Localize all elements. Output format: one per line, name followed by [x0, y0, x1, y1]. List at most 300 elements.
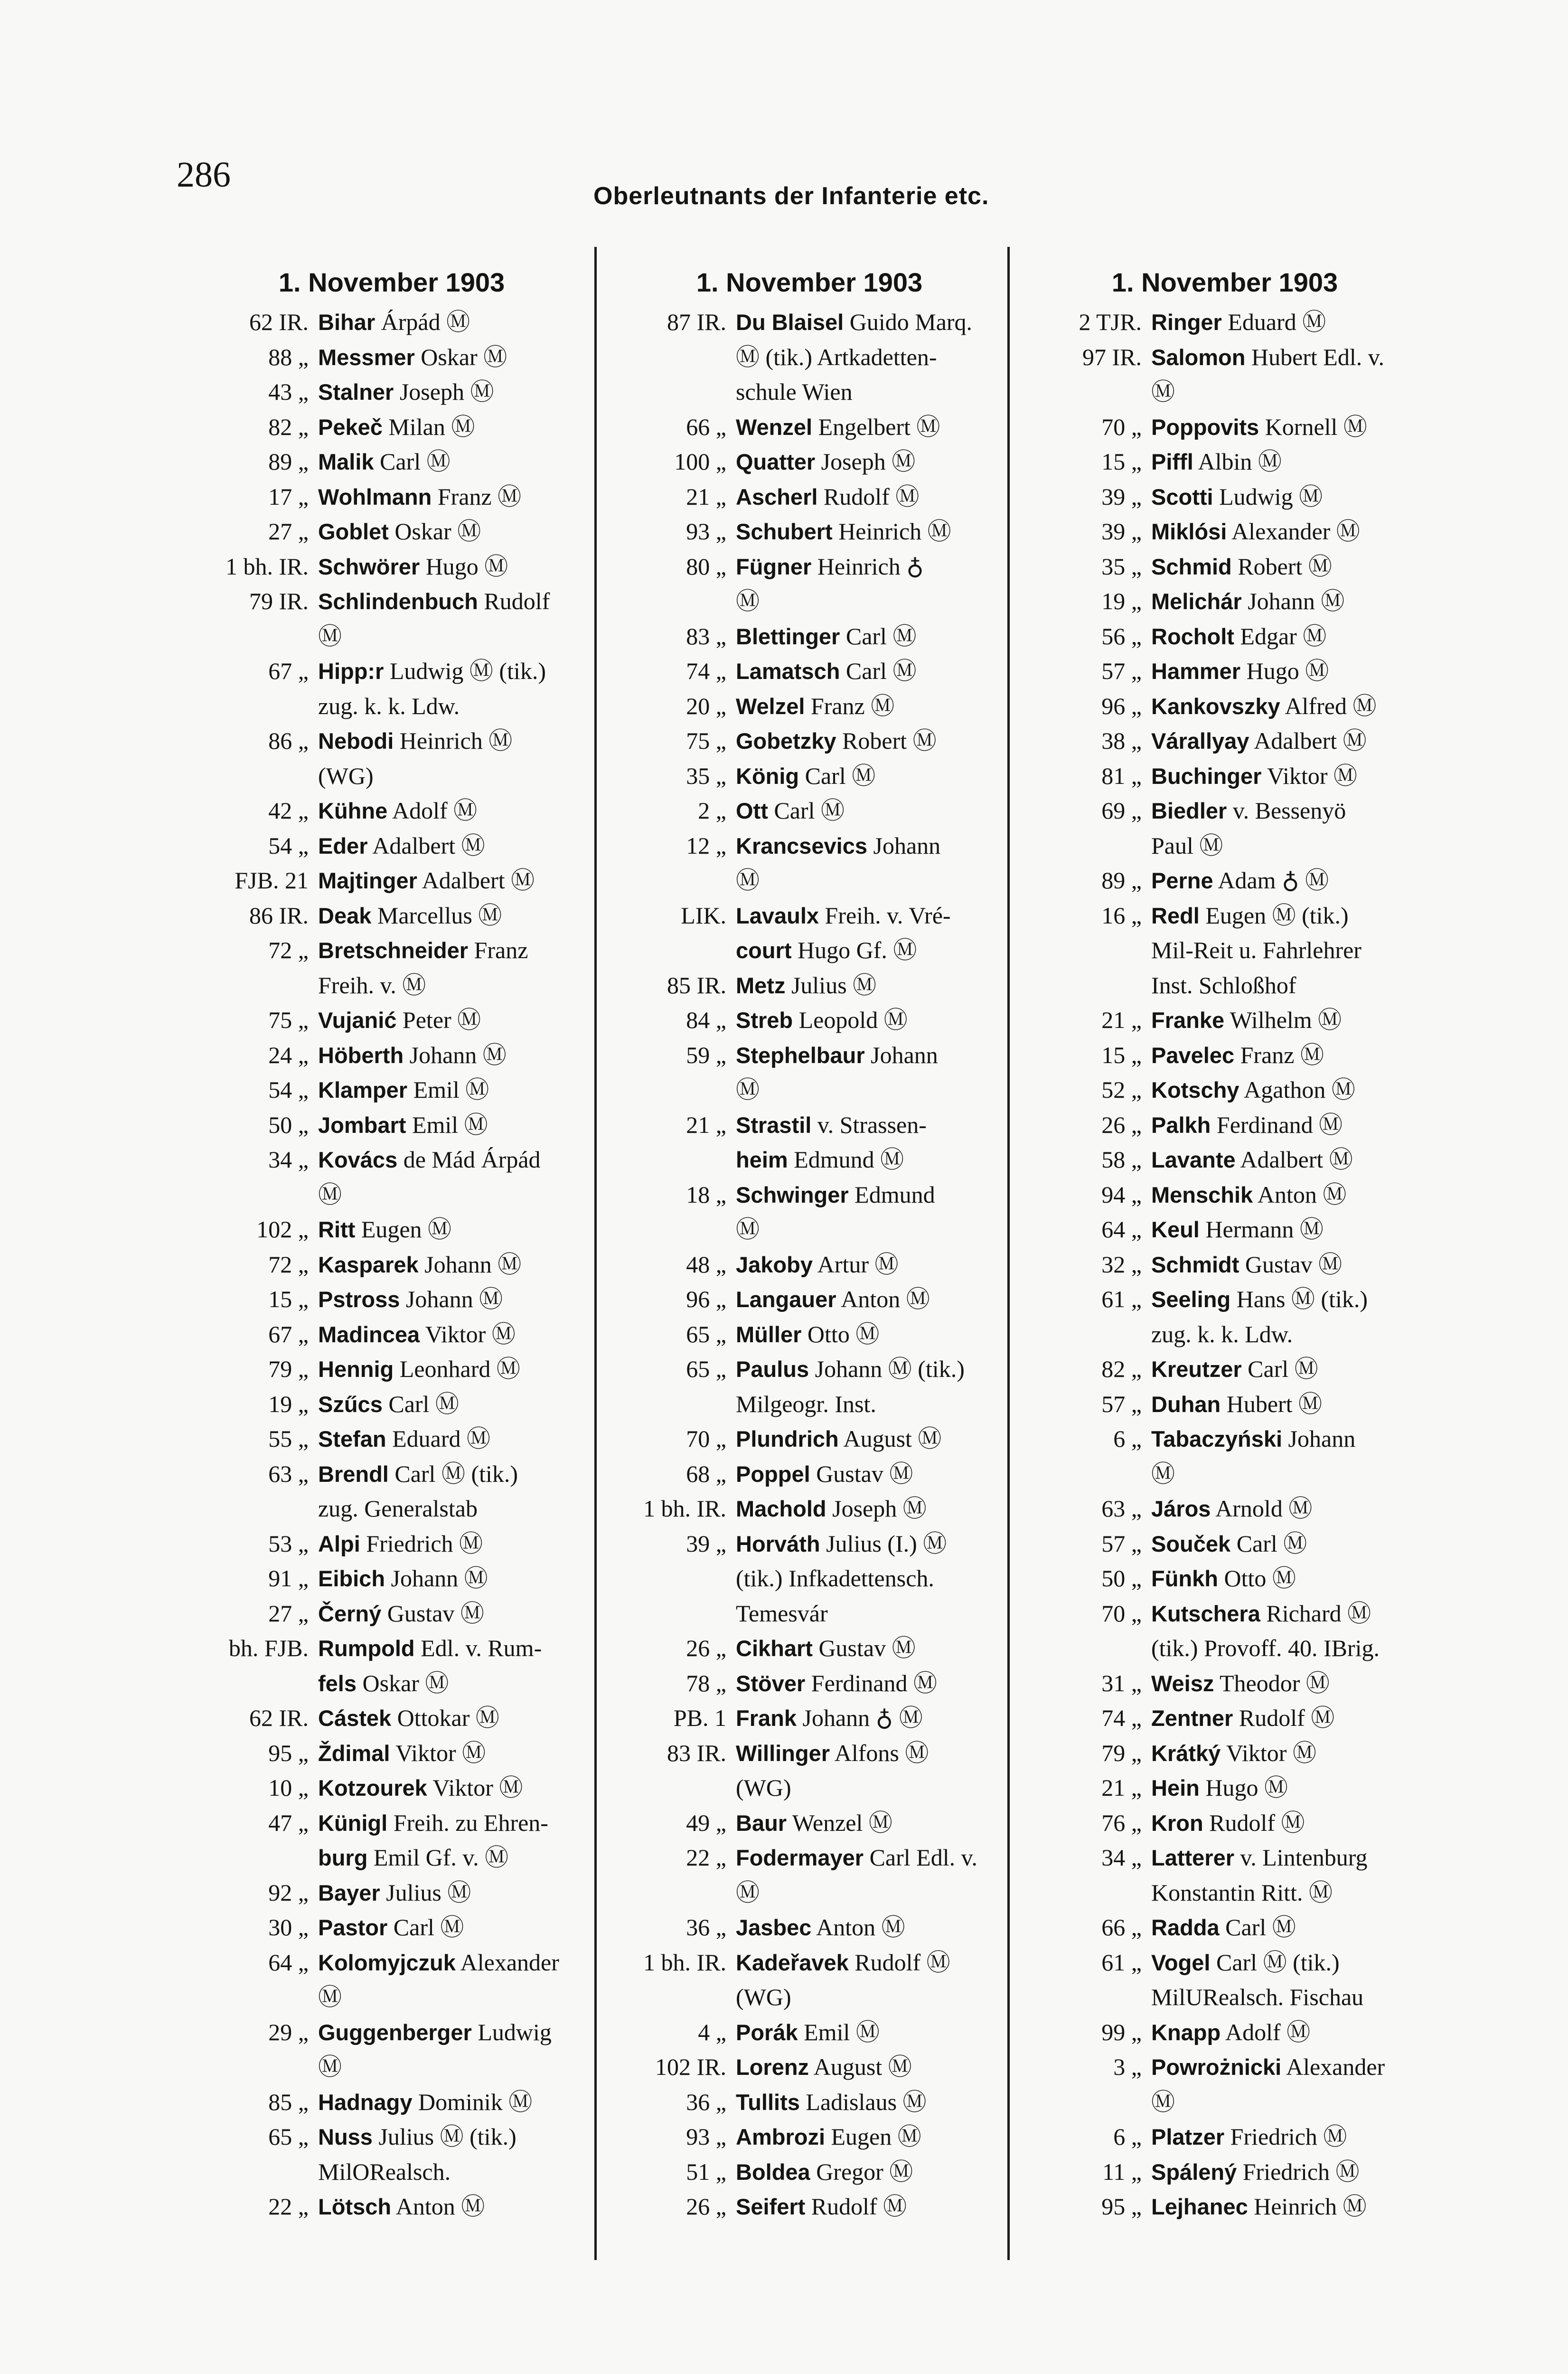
- entry-line: [1151, 1736, 1422, 1771]
- list-item: [1028, 689, 1422, 724]
- given-name-and-notes: Franz Ⓜ: [805, 692, 895, 719]
- entry-line: [318, 1910, 589, 1945]
- given-name-and-notes: Ⓜ: [318, 2054, 342, 2080]
- given-name-and-notes: Alexander: [455, 1949, 559, 1976]
- regiment-number: LIK.: [681, 902, 726, 929]
- entry-line: [736, 305, 1006, 340]
- regiment-number: 79 IR.: [249, 588, 309, 614]
- entry-text: [318, 863, 589, 898]
- regiment-number: 17 „: [268, 483, 309, 510]
- entry-text: [318, 1561, 589, 1596]
- given-name-and-notes: Heinrich Ⓜ: [832, 518, 951, 545]
- list-item: [1028, 1003, 1422, 1038]
- entry-text: [1151, 340, 1422, 410]
- entry-text: [736, 1701, 1006, 1736]
- regiment-number: 76 „: [1101, 1809, 1142, 1836]
- entry-text: [736, 410, 1006, 445]
- entry-text: [736, 898, 1006, 968]
- entry-text: [736, 1840, 1006, 1910]
- list-item: [195, 1247, 589, 1282]
- surname: Goblet: [318, 519, 389, 544]
- column-2: [612, 260, 1006, 2224]
- column-heading: 1. November 1903: [278, 267, 505, 297]
- regiment-number: 39 „: [686, 1530, 726, 1557]
- given-name-and-notes: Ⓜ (tik.) Artkadetten-: [736, 343, 937, 370]
- given-name-and-notes: Johann Ⓜ: [400, 1286, 503, 1312]
- regiment-number: 2 „: [698, 797, 726, 824]
- list-item: [1028, 1142, 1422, 1178]
- surname: Streb: [736, 1008, 793, 1033]
- surname: Weisz: [1151, 1670, 1214, 1696]
- entry-line: [1151, 2120, 1422, 2155]
- regiment-number: 68 „: [686, 1460, 726, 1487]
- surname: Melichár: [1151, 589, 1242, 614]
- entry-text: [318, 1945, 589, 2015]
- regiment-number: 63 „: [1101, 1495, 1142, 1522]
- entry-line: [318, 1247, 589, 1282]
- given-name-and-notes: Friedrich Ⓜ: [1224, 2123, 1347, 2150]
- given-name-and-notes: Carl Ⓜ: [382, 1390, 459, 1417]
- regiment-number: 10 „: [268, 1774, 309, 1801]
- regiment-number: 6 „: [1113, 2123, 1142, 2150]
- surname: Černý: [318, 1601, 382, 1626]
- list-item: [612, 1108, 1006, 1178]
- entry-line: [736, 1352, 1006, 1387]
- given-name-and-notes: Carl Ⓜ: [840, 622, 917, 650]
- surname: Poppel: [736, 1461, 810, 1487]
- surname: Spálený: [1151, 2159, 1237, 2185]
- entry-line: [736, 514, 1006, 549]
- given-name-and-notes: Richard Ⓜ: [1260, 1600, 1371, 1627]
- entry-line: [1151, 1910, 1422, 1945]
- entry-line: [318, 1561, 589, 1596]
- regiment-number: 34 „: [268, 1146, 309, 1173]
- regiment-number: 66 „: [1101, 1914, 1142, 1941]
- regiment-number: 93 „: [686, 518, 726, 545]
- entry-line: [736, 1387, 1006, 1422]
- regiment-number: 72 „: [268, 1251, 309, 1278]
- entry-text: [736, 1178, 1006, 1247]
- list-item: [612, 829, 1006, 898]
- surname: Porák: [736, 2019, 798, 2045]
- entry-line: [1151, 724, 1422, 759]
- regiment-number: 81 „: [1101, 762, 1142, 789]
- regiment-number: 27 „: [268, 518, 309, 545]
- regiment-number: 4 „: [698, 2018, 726, 2045]
- entry-line: [736, 1491, 1006, 1526]
- regiment-number: 79 „: [1101, 1739, 1142, 1766]
- given-name-and-notes: Johann: [1282, 1425, 1356, 1452]
- surname: Biedler: [1151, 798, 1227, 823]
- list-item: [1028, 1910, 1422, 1945]
- list-item: [195, 1701, 589, 1736]
- entry-text: [318, 724, 589, 793]
- list-item: [195, 863, 589, 898]
- surname: Frank: [736, 1705, 797, 1731]
- entry-line: [1151, 968, 1422, 1003]
- entry-line: [736, 1701, 1006, 1736]
- regiment-number: 86 IR.: [249, 902, 309, 929]
- entry-line: [1151, 759, 1422, 794]
- entry-line: [318, 968, 589, 1003]
- list-item: [1028, 724, 1422, 759]
- surname: Madincea: [318, 1321, 420, 1347]
- entry-text: [318, 1736, 589, 1771]
- surname: Seeling: [1151, 1287, 1231, 1312]
- given-name-and-notes: Johann Ⓜ: [385, 1565, 488, 1592]
- surname: fels: [318, 1670, 357, 1696]
- entry-line: [318, 759, 589, 794]
- regiment-number: 35 „: [1101, 553, 1142, 580]
- entry-text: [1151, 2015, 1422, 2050]
- given-name-and-notes: Johann: [864, 1041, 938, 1068]
- surname: Rocholt: [1151, 623, 1234, 649]
- surname: Kankovszky: [1151, 693, 1280, 719]
- list-item: [612, 1317, 1006, 1352]
- regiment-number: 67 „: [268, 1320, 309, 1347]
- surname: Bretschneider: [318, 938, 469, 963]
- entry-line: [1151, 1596, 1422, 1631]
- entry-text: [1151, 1387, 1422, 1422]
- entry-text: [1151, 793, 1422, 863]
- list-item: [195, 933, 589, 1003]
- surname: Kron: [1151, 1810, 1203, 1836]
- regiment-number: 92 „: [268, 1879, 309, 1906]
- list-item: [195, 2189, 589, 2224]
- surname: Lavaulx: [736, 903, 819, 928]
- list-item: [195, 480, 589, 515]
- regiment-number: 48 „: [686, 1251, 726, 1278]
- given-name-and-notes: Ludwig Ⓜ: [1213, 483, 1323, 510]
- surname: Souček: [1151, 1531, 1231, 1556]
- entry-line: [318, 1666, 589, 1701]
- entry-text: [1151, 1840, 1422, 1910]
- entry-text: [1151, 1073, 1422, 1108]
- list-item: [612, 1491, 1006, 1526]
- entry-line: [736, 1003, 1006, 1038]
- entry-text: [1151, 1038, 1422, 1073]
- surname: Schwörer: [318, 554, 420, 579]
- entry-line: [736, 1212, 1006, 1247]
- entry-line: [1151, 1840, 1422, 1875]
- entry-line: [318, 1631, 589, 1666]
- entry-text: [318, 1317, 589, 1352]
- list-item: [612, 1945, 1006, 2015]
- list-item: [612, 1666, 1006, 1701]
- list-item: [195, 514, 589, 549]
- surname: Deak: [318, 903, 372, 928]
- surname: Alpi: [318, 1531, 360, 1556]
- given-name-and-notes: Alfons Ⓜ: [830, 1739, 929, 1766]
- given-name-and-notes: Agathon Ⓜ: [1239, 1076, 1355, 1103]
- surname: court: [736, 938, 792, 963]
- surname: Schwinger: [736, 1182, 849, 1207]
- given-name-and-notes: Ferdinand Ⓜ: [805, 1669, 938, 1696]
- surname: Schubert: [736, 519, 833, 544]
- list-item: [195, 1806, 589, 1875]
- given-name-and-notes: Hugo Ⓜ: [420, 553, 508, 580]
- given-name-and-notes: Robert Ⓜ: [1231, 553, 1332, 580]
- given-name-and-notes: Carl Ⓜ: [1241, 1356, 1318, 1382]
- list-item: [1028, 654, 1422, 689]
- entry-line: [1151, 1631, 1422, 1666]
- surname: Langauer: [736, 1287, 836, 1312]
- entry-line: [736, 1282, 1006, 1317]
- given-name-and-notes: Carl Ⓜ: [1219, 1914, 1296, 1941]
- entry-text: [736, 689, 1006, 724]
- regiment-number: 96 „: [1101, 692, 1142, 719]
- surname: heim: [736, 1147, 788, 1172]
- entry-line: [736, 1840, 1006, 1875]
- given-name-and-notes: Theodor Ⓜ: [1214, 1669, 1330, 1696]
- given-name-and-notes: Leopold Ⓜ: [793, 1007, 908, 1033]
- surname: Cikhart: [736, 1636, 813, 1661]
- entry-text: [318, 898, 589, 933]
- given-name-and-notes: Hans Ⓜ (tik.): [1230, 1286, 1368, 1312]
- entry-line: [1151, 1526, 1422, 1562]
- surname: Fünkh: [1151, 1566, 1218, 1591]
- entry-text: [736, 1526, 1006, 1631]
- list-item: [195, 1422, 589, 1457]
- given-name-and-notes: Heinrich Ⓜ: [394, 727, 513, 754]
- surname: Nebodi: [318, 728, 394, 754]
- entry-line: [318, 2085, 589, 2120]
- entry-text: [318, 1282, 589, 1317]
- entry-line: [318, 1840, 589, 1875]
- regiment-number: 95 „: [268, 1739, 309, 1766]
- entry-text: [318, 1212, 589, 1247]
- regiment-number: 65 „: [268, 2123, 309, 2150]
- regiment-number: 54 „: [268, 1076, 309, 1103]
- list-item: [195, 1108, 589, 1143]
- regiment-number: 57 „: [1101, 658, 1142, 684]
- entry-line: [736, 1422, 1006, 1457]
- entry-line: [1151, 863, 1422, 898]
- list-item: [612, 2189, 1006, 2224]
- given-name-and-notes: Guido Marq.: [844, 309, 973, 335]
- surname: Stefan: [318, 1426, 386, 1451]
- surname: Kühne: [318, 798, 388, 823]
- surname: Ambrozi: [736, 2124, 825, 2149]
- regiment-number: 99 „: [1101, 2018, 1142, 2045]
- list-item: [195, 549, 589, 584]
- entry-text: [318, 1352, 589, 1387]
- surname: Boldea: [736, 2159, 810, 2185]
- surname: Kasparek: [318, 1252, 419, 1277]
- list-item: [612, 1526, 1006, 1631]
- list-item: [195, 1352, 589, 1387]
- regiment-number: 96 „: [686, 1286, 726, 1312]
- list-item: [612, 1352, 1006, 1422]
- list-item: [195, 1945, 589, 2015]
- entry-line: [1151, 654, 1422, 689]
- entry-text: [736, 2085, 1006, 2120]
- list-item: [195, 2015, 589, 2085]
- entry-line: [736, 654, 1006, 689]
- entry-line: [736, 1910, 1006, 1945]
- list-item: [612, 514, 1006, 549]
- entry-list: [612, 305, 1006, 2224]
- regiment-number: 36 „: [686, 2088, 726, 2115]
- regiment-number: 21 „: [1101, 1774, 1142, 1801]
- entry-line: [1151, 1945, 1422, 1980]
- entry-text: [736, 1631, 1006, 1666]
- given-name-and-notes: Franz: [468, 937, 528, 963]
- surname: Jakoby: [736, 1252, 813, 1277]
- entry-line: [736, 444, 1006, 480]
- list-item: [195, 1561, 589, 1596]
- surname: Menschik: [1151, 1182, 1253, 1207]
- entry-line: [736, 1945, 1006, 1980]
- entry-text: [318, 793, 589, 829]
- given-name-and-notes: Anton Ⓜ: [836, 1286, 930, 1312]
- given-name-and-notes: Hugo Ⓜ: [1240, 658, 1329, 684]
- surname: Franke: [1151, 1008, 1225, 1033]
- list-item: [1028, 1840, 1422, 1910]
- regiment-number: 61 „: [1101, 1286, 1142, 1312]
- given-name-and-notes: Wilhelm Ⓜ: [1224, 1007, 1342, 1033]
- regiment-number: 97 IR.: [1082, 343, 1142, 370]
- entry-line: [318, 514, 589, 549]
- entry-text: [1151, 584, 1422, 619]
- entry-text: [736, 1422, 1006, 1457]
- given-name-and-notes: Carl Ⓜ: [840, 658, 917, 684]
- surname: Majtinger: [318, 868, 417, 893]
- surname: Powrożnicki: [1151, 2054, 1282, 2080]
- entry-text: [736, 1247, 1006, 1282]
- surname: Pstross: [318, 1287, 400, 1312]
- entry-text: [318, 1073, 589, 1108]
- list-item: [1028, 1491, 1422, 1526]
- entry-text: [1151, 1945, 1422, 2015]
- given-name-and-notes: Edgar Ⓜ: [1234, 622, 1327, 650]
- surname: Hennig: [318, 1357, 394, 1382]
- list-item: [612, 480, 1006, 515]
- regiment-number: 11 „: [1102, 2158, 1142, 2185]
- regiment-number: 95 „: [1101, 2193, 1142, 2220]
- regiment-number: 72 „: [268, 937, 309, 963]
- list-item: [195, 2120, 589, 2189]
- entry-line: [736, 549, 1006, 584]
- entry-text: [1151, 2050, 1422, 2120]
- entry-line: [736, 2085, 1006, 2120]
- list-item: [612, 1457, 1006, 1492]
- given-name-and-notes: MilORealsch.: [318, 2158, 451, 2185]
- entry-text: [318, 375, 589, 410]
- given-name-and-notes: zug. k. k. Ldw.: [318, 692, 460, 719]
- entry-line: [736, 2189, 1006, 2224]
- list-item: [195, 1736, 589, 1771]
- surname: Perne: [1151, 868, 1213, 893]
- regiment-number: 65 „: [686, 1320, 726, 1347]
- surname: Rumpold: [318, 1636, 415, 1661]
- entry-line: [736, 375, 1006, 410]
- list-item: [1028, 1596, 1422, 1666]
- surname: Duhan: [1151, 1391, 1221, 1417]
- surname: Jombart: [318, 1112, 406, 1138]
- entry-text: [1151, 689, 1422, 724]
- surname: Fodermayer: [736, 1845, 864, 1870]
- surname: Welzel: [736, 693, 805, 719]
- entry-line: [318, 1178, 589, 1213]
- surname: Cástek: [318, 1705, 392, 1731]
- given-name-and-notes: Ladislaus Ⓜ: [799, 2088, 927, 2115]
- list-item: [612, 305, 1006, 410]
- entry-line: [736, 2050, 1006, 2085]
- given-name-and-notes: Milan Ⓜ: [382, 413, 475, 440]
- regiment-number: 83 „: [686, 622, 726, 650]
- regiment-number: 12 „: [686, 832, 726, 859]
- list-item: [195, 1142, 589, 1212]
- entry-line: [736, 340, 1006, 375]
- regiment-number: 34 „: [1101, 1844, 1142, 1871]
- regiment-number: 75 „: [268, 1007, 309, 1033]
- given-name-and-notes: v. Bessenyö: [1227, 797, 1346, 824]
- given-name-and-notes: Emil Gf. v. Ⓜ: [367, 1844, 509, 1871]
- surname: Kolomyjczuk: [318, 1950, 456, 1975]
- surname: Keul: [1151, 1217, 1200, 1242]
- surname: Latterer: [1151, 1845, 1235, 1870]
- given-name-and-notes: Heinrich ♁: [811, 553, 924, 580]
- list-item: [1028, 549, 1422, 584]
- list-item: [1028, 584, 1422, 619]
- list-item: [1028, 2155, 1422, 2190]
- entry-line: [736, 1736, 1006, 1771]
- regiment-number: 2 TJR.: [1079, 309, 1142, 335]
- surname: Brendl: [318, 1461, 389, 1487]
- list-item: [195, 1003, 589, 1038]
- regiment-number: 64 „: [1101, 1216, 1142, 1243]
- list-item: [195, 829, 589, 864]
- surname: Scotti: [1151, 484, 1213, 509]
- regiment-number: 67 „: [268, 658, 309, 684]
- regiment-number: 88 „: [268, 343, 309, 370]
- list-item: [195, 1282, 589, 1317]
- entry-line: [318, 1073, 589, 1108]
- entry-line: [1151, 1771, 1422, 1806]
- list-item: [1028, 1736, 1422, 1771]
- entry-line: [1151, 1666, 1422, 1701]
- surname: König: [736, 763, 799, 789]
- entry-text: [318, 1631, 589, 1701]
- entry-text: [1151, 1910, 1422, 1945]
- list-item: [612, 1178, 1006, 1247]
- given-name-and-notes: Gustav Ⓜ: [381, 1600, 484, 1627]
- entry-text: [1151, 549, 1422, 584]
- given-name-and-notes: Leonhard Ⓜ: [394, 1356, 520, 1382]
- given-name-and-notes: Oskar Ⓜ: [414, 343, 507, 370]
- given-name-and-notes: Rudolf: [478, 588, 550, 614]
- given-name-and-notes: Adalbert Ⓜ: [367, 832, 485, 859]
- given-name-and-notes: MilURealsch. Fischau: [1151, 1984, 1364, 2010]
- given-name-and-notes: Artur Ⓜ: [812, 1251, 899, 1278]
- entry-text: [318, 1806, 589, 1875]
- given-name-and-notes: schule Wien: [736, 378, 853, 405]
- list-item: [195, 1875, 589, 1911]
- entry-line: [736, 863, 1006, 898]
- given-name-and-notes: Carl Ⓜ: [387, 1914, 464, 1941]
- given-name-and-notes: Ⓜ: [1151, 1460, 1175, 1487]
- regiment-number: 89 „: [1101, 867, 1142, 894]
- entry-line: [318, 1317, 589, 1352]
- given-name-and-notes: Adolf Ⓜ: [1221, 2018, 1311, 2045]
- given-name-and-notes: Edmund: [848, 1181, 935, 1208]
- entry-line: [736, 759, 1006, 794]
- regiment-number: 102 „: [256, 1216, 309, 1243]
- given-name-and-notes: zug. Generalstab: [318, 1495, 478, 1522]
- given-name-and-notes: Carl Ⓜ: [768, 797, 845, 824]
- given-name-and-notes: Ⓜ: [1151, 378, 1175, 405]
